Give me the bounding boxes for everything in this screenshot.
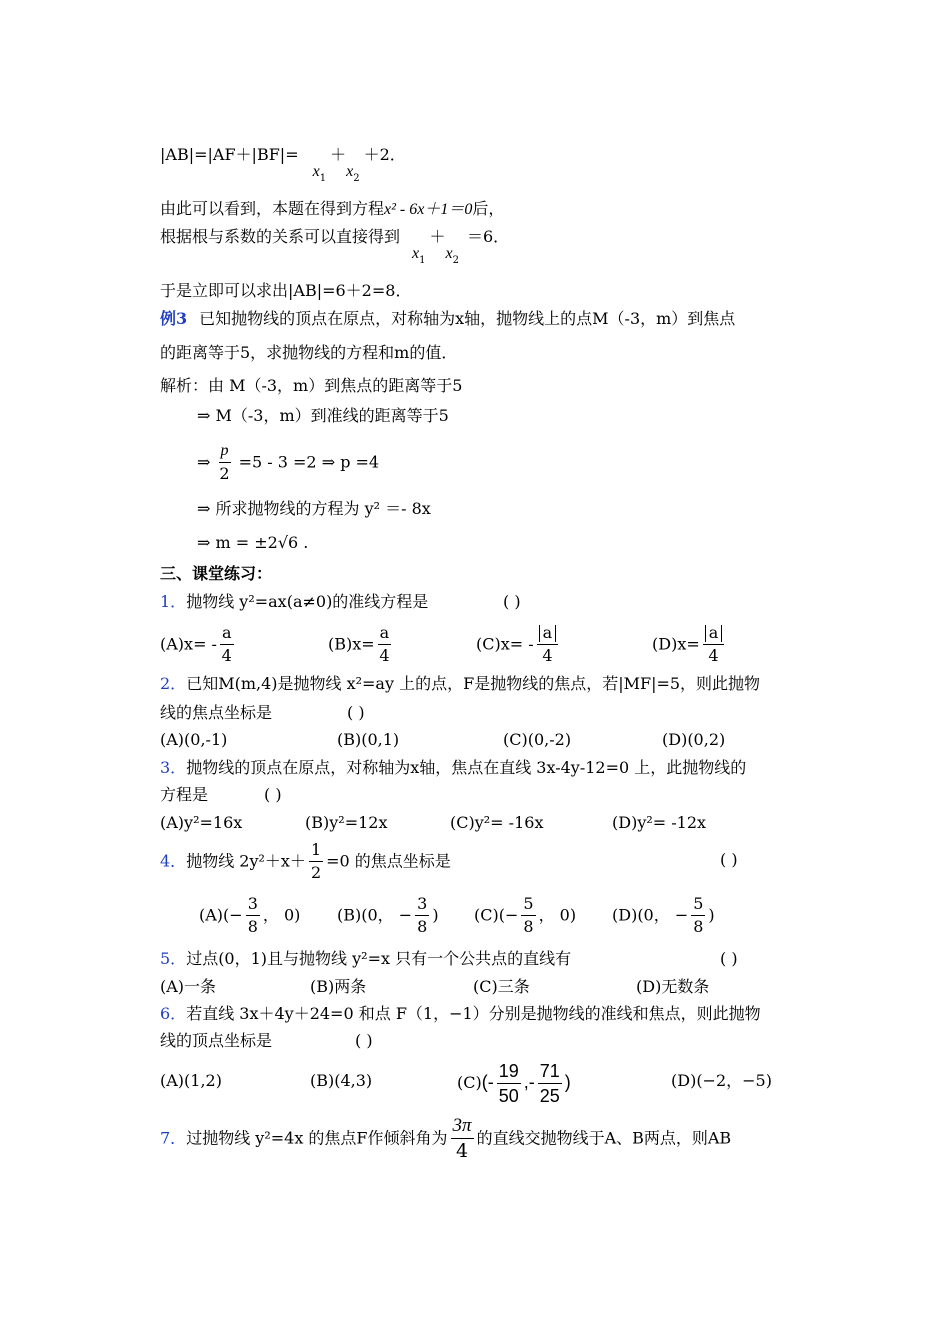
three-pi-over-four-fraction: $\frac{3\pi}{4}$ <box>452 1115 472 1162</box>
question-3-line2: 方程是 <box>160 785 209 804</box>
q1-option-b[interactable]: (B)x= $\frac{a}{4}$ <box>328 623 390 665</box>
question-6: 6．若直线 3x＋4y＋24=0 和点 F（1，−1）分别是抛物线的准线和焦点，则此抛物 <box>160 1004 761 1023</box>
q2-option-d[interactable]: (D)(0,2) <box>662 730 726 749</box>
solution-line2: ⇒ M（-3，m）到准线的距离等于5 <box>197 406 449 425</box>
one-half-fraction: $\frac{1}{2}$ <box>310 840 322 882</box>
q3-option-b[interactable]: (B)y²=12x <box>305 813 388 832</box>
q1-option-a[interactable]: (A)x= - $\frac{a}{4}$ <box>160 623 232 665</box>
vieta-line: 根据根与系数的关系可以直接得到$x_1+x_2=6$． <box>160 227 510 266</box>
x2-symbol: x <box>346 163 354 180</box>
ab-result-line: 于是立即可以求出|AB|=6＋2=8． <box>160 281 412 300</box>
q6-option-c[interactable]: (C)(- $\frac{19}{50}$ ,- $\frac{71}{25}$ ) <box>457 1061 571 1106</box>
question-5: 5．过点(0，1)且与抛物线 y²=x 只有一个公共点的直线有 <box>160 949 572 968</box>
q6-option-b[interactable]: (B)(4,3) <box>310 1071 373 1090</box>
q6-option-a[interactable]: (A)(1,2) <box>160 1071 222 1090</box>
question-2-line2: 线的焦点坐标是 <box>160 703 273 722</box>
solution-line4: ⇒ 所求抛物线的方程为 y² ＝- 8x <box>197 499 431 518</box>
question-1-paren: ( ) <box>503 592 521 611</box>
q5-option-a[interactable]: (A)一条 <box>160 977 217 996</box>
solution-line5: ⇒ m = ±2√6 . <box>197 533 309 552</box>
question-4-paren: ( ) <box>720 850 738 869</box>
question-4: 4．抛物线 2y²＋x＋ $\frac{1}{2}$ =0 的焦点坐标是 <box>160 840 451 882</box>
q4-option-c[interactable]: (C)(− $\frac{5}{8}$ ， 0) <box>474 894 577 936</box>
solution-line3: ⇒ $\frac{p}{2}$ =5 - 3 =2 ⇒ p =4 <box>197 442 380 483</box>
question-6-paren: ( ) <box>355 1031 373 1050</box>
example3-label: 例3 <box>160 309 188 328</box>
example3-line1: 例3 已知抛物线的顶点在原点，对称轴为x轴，抛物线上的点M（-3，m）到焦点 <box>160 309 736 328</box>
q2-option-c[interactable]: (C)(0,-2) <box>503 730 572 749</box>
q3-option-c[interactable]: (C)y²= -16x <box>450 813 544 832</box>
q6-option-d[interactable]: (D)(−2，−5) <box>671 1071 772 1090</box>
question-2: 2．已知M(m,4)是抛物线 x²=ay 上的点，F是抛物线的焦点，若|MF|=5，则此抛物 <box>160 674 761 693</box>
section-heading: 三、课堂练习： <box>160 564 273 583</box>
x1-symbol: x <box>312 163 320 180</box>
question-5-paren: ( ) <box>720 949 738 968</box>
q4-option-a[interactable]: (A)(− $\frac{3}{8}$ ， 0) <box>199 894 301 936</box>
q5-option-d[interactable]: (D)无数条 <box>636 977 710 996</box>
q3-option-d[interactable]: (D)y²= -12x <box>612 813 707 832</box>
question-2-paren: ( ) <box>347 703 365 722</box>
q2-option-a[interactable]: (A)(0,-1) <box>160 730 228 749</box>
quadratic-equation: x² - 6x＋1＝0 <box>384 201 473 218</box>
p-over-2-fraction: $\frac{p}{2}$ <box>219 442 230 483</box>
q5-option-b[interactable]: (B)两条 <box>310 977 367 996</box>
q3-option-a[interactable]: (A)y²=16x <box>160 813 243 832</box>
question-7: 7．过抛物线 y²=4x 的焦点F作倾斜角为 $\frac{3\pi}{4}$ 的直线交抛物线于A、B两点，则AB <box>160 1115 732 1162</box>
q1-option-c[interactable]: (C)x= - $\frac{a}{4}$ <box>476 625 561 665</box>
question-6-line2: 线的顶点坐标是 <box>160 1031 273 1050</box>
question-3-paren: ( ) <box>264 785 282 804</box>
solution-line1: 解析：由 M（-3，m）到焦点的距离等于5 <box>160 376 463 395</box>
example3-line2: 的距离等于5，求抛物线的方程和m的值． <box>160 343 458 362</box>
q5-option-c[interactable]: (C)三条 <box>473 977 530 996</box>
q4-option-d[interactable]: (D)(0， − $\frac{5}{8}$ ) <box>612 894 715 936</box>
ab-sum-line: $|AB|=|AF+|BF|=x_1+x_2+2$． <box>160 145 406 184</box>
question-3: 3．抛物线的顶点在原点，对称轴为x轴，焦点在直线 3x-4y-12=0 上，此抛物线的 <box>160 758 747 777</box>
question-1: 1．抛物线 y²=ax(a≠0)的准线方程是 <box>160 592 429 611</box>
equation-line: 由此可以看到，本题在得到方程x² - 6x＋1＝0后， <box>160 199 505 218</box>
q4-option-b[interactable]: (B)(0， − $\frac{3}{8}$ ) <box>337 894 439 936</box>
q2-option-b[interactable]: (B)(0,1) <box>337 730 400 749</box>
q1-option-d[interactable]: (D)x= $\frac{a}{4}$ <box>652 625 727 665</box>
